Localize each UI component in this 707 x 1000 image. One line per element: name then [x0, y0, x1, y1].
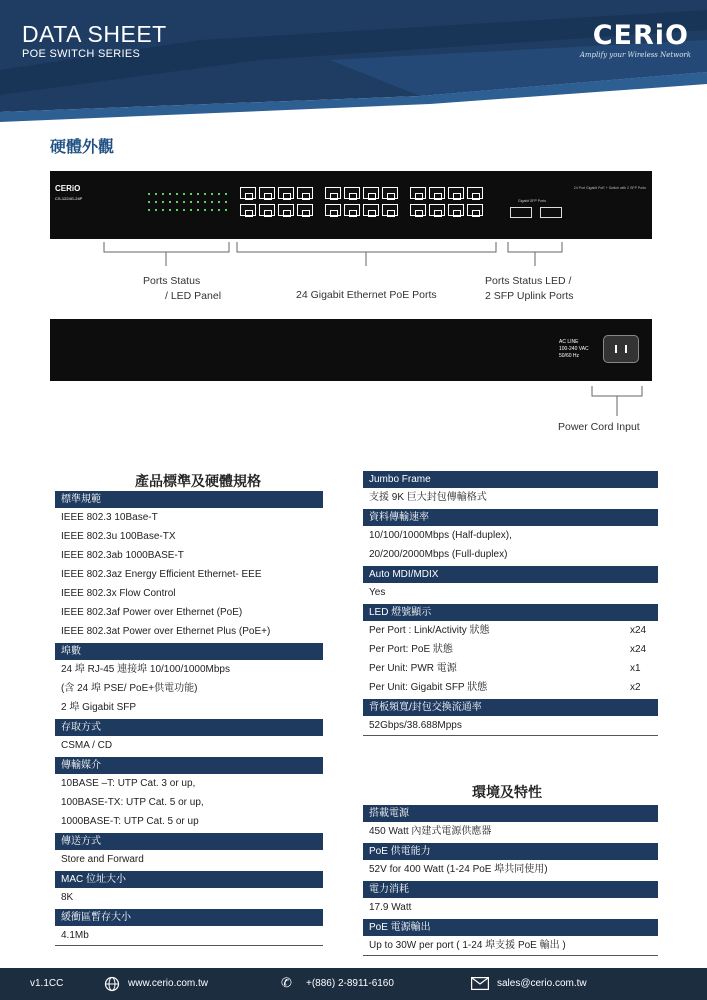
right-spec-qty: x24 [630, 644, 647, 655]
ac-frequency: 50/60 Hz [559, 353, 580, 359]
rj45-port [429, 187, 445, 199]
callout-power: Power Cord Input [558, 421, 640, 433]
right-spec-row: Yes [369, 587, 386, 598]
left-spec-row: IEEE 802.3 10Base-T [61, 512, 158, 523]
left-spec-header: 標準規範 [55, 491, 323, 508]
env-spec-row: 52V for 400 Watt (1-24 PoE 埠共同使用) [369, 864, 548, 875]
footer-website[interactable]: www.cerio.com.tw [128, 978, 209, 989]
right-spec-qty: x1 [630, 663, 641, 674]
right-spec-row: Per Port: PoE 狀態 [369, 644, 453, 655]
status-led [197, 193, 199, 195]
callout-ports-status [143, 274, 221, 304]
rj45-port [240, 204, 256, 216]
status-led [204, 193, 206, 195]
right-spec-header: LED 燈號顯示 [363, 604, 658, 621]
rj45-port [467, 187, 483, 199]
left-spec-row: CSMA / CD [61, 740, 113, 751]
status-led [183, 201, 185, 203]
doc-title: DATA SHEET [22, 21, 167, 47]
mail-icon [471, 977, 489, 990]
globe-icon [104, 976, 120, 992]
left-spec-header: 緩衝區暫存大小 [55, 909, 323, 926]
status-led [218, 209, 220, 211]
callout-sfp [485, 274, 574, 304]
switch-front-image [50, 171, 652, 239]
switch-back-image [50, 319, 652, 381]
status-led [169, 193, 171, 195]
env-spec-header: 電力消耗 [363, 881, 658, 898]
left-spec-row: (含 24 埠 PSE/ PoE+供電功能) [61, 683, 198, 694]
left-spec-row: Store and Forward [61, 854, 144, 865]
status-led [211, 193, 213, 195]
switch-logo: CERiO [55, 184, 81, 193]
callout-ports-status-line2: / LED Panel [165, 290, 222, 302]
right-spec-row: Per Unit: Gigabit SFP 狀態 [369, 682, 488, 693]
env-spec-row: 450 Watt 內建式電源供應器 [369, 826, 492, 837]
switch-desc: 24 Port Gigabit PoE + Switch with 2 SFP Ports [573, 186, 646, 190]
left-spec-row: 100BASE-TX: UTP Cat. 5 or up, [61, 797, 204, 808]
footer-bar [0, 968, 707, 1000]
rj45-port [278, 204, 294, 216]
rj45-port [467, 204, 483, 216]
ac-line-label [559, 339, 589, 360]
right-spec-row: 支援 9K 巨大封包傳輸格式 [369, 492, 487, 503]
sfp-port-26 [540, 207, 562, 218]
left-spec-row: 1000BASE-T: UTP Cat. 5 or up [61, 816, 199, 827]
callout-sfp-line2: 2 SFP Uplink Ports [485, 290, 574, 302]
right-spec-row: 20/200/2000Mbps (Full-duplex) [369, 549, 508, 560]
doc-subtitle: POE SWITCH SERIES [22, 48, 141, 60]
status-led [218, 193, 220, 195]
status-led [148, 193, 150, 195]
rj45-port [448, 204, 464, 216]
footer-version: v1.1CC [30, 978, 64, 989]
left-spec-header: 存取方式 [55, 719, 323, 736]
status-led [162, 201, 164, 203]
footer-email[interactable]: sales@cerio.com.tw [497, 978, 587, 989]
rj45-port [344, 204, 360, 216]
left-spec-row: 8K [61, 892, 74, 903]
status-led [155, 193, 157, 195]
rj45-port [448, 187, 464, 199]
env-spec-row: 17.9 Watt [369, 902, 412, 913]
env-spec-header: PoE 電源輸出 [363, 919, 658, 936]
callout-ports-status-line1: Ports Status [143, 275, 201, 287]
left-spec-row: 24 埠 RJ-45 連接埠 10/100/1000Mbps [61, 664, 230, 675]
status-led [183, 209, 185, 211]
right-spec-header: 資料傳輸速率 [363, 509, 658, 526]
left-column-title: 產品標準及硬體規格 [135, 473, 261, 489]
status-led [155, 201, 157, 203]
status-led [225, 201, 227, 203]
left-spec-row: IEEE 802.3az Energy Efficient Ethernet- EEE [61, 569, 262, 580]
right-spec-qty: x24 [630, 625, 647, 636]
brand-logo: CERiO [592, 20, 689, 51]
rj45-port [297, 187, 313, 199]
left-spec-row: IEEE 802.3at Power over Ethernet Plus (PoE+) [61, 626, 271, 637]
status-led [148, 201, 150, 203]
status-led [176, 193, 178, 195]
status-led [155, 209, 157, 211]
footer-phone[interactable]: +(886) 2-8911-6160 [306, 978, 394, 989]
rj45-port [410, 187, 426, 199]
right-spec-row: Per Unit: PWR 電源 [369, 663, 457, 674]
rj45-port [325, 204, 341, 216]
env-spec-header: 搭載電源 [363, 805, 658, 822]
env-spec-header: PoE 供電能力 [363, 843, 658, 860]
rj45-port [429, 204, 445, 216]
status-led [148, 209, 150, 211]
status-led [162, 209, 164, 211]
right-spec-header: Auto MDI/MDIX [363, 566, 658, 583]
status-led [190, 193, 192, 195]
right-spec-bottom-rule [363, 735, 658, 736]
left-spec-row: IEEE 802.3af Power over Ethernet (PoE) [61, 607, 243, 618]
right-spec-row: Per Port : Link/Activity 狀態 [369, 625, 490, 636]
left-spec-row: 10BASE –T: UTP Cat. 3 or up, [61, 778, 196, 789]
status-led [218, 201, 220, 203]
status-led [183, 193, 185, 195]
status-led [197, 201, 199, 203]
status-led [204, 209, 206, 211]
status-led [211, 201, 213, 203]
status-led [169, 209, 171, 211]
status-led [211, 209, 213, 211]
sfp-port-25 [510, 207, 532, 218]
banner-graphic [0, 0, 707, 122]
left-spec-row: 2 埠 Gigabit SFP [61, 702, 137, 713]
left-spec-header: MAC 位址大小 [55, 871, 323, 888]
rj45-port [259, 204, 275, 216]
rj45-port [382, 204, 398, 216]
switch-model: CS-1224G-24P [55, 196, 83, 201]
rj45-port [240, 187, 256, 199]
power-socket-icon [603, 335, 639, 363]
left-spec-row: IEEE 802.3ab 1000BASE-T [61, 550, 184, 561]
status-led [204, 201, 206, 203]
env-spec-bottom-rule [363, 955, 658, 956]
right-spec-row: 52Gbps/38.688Mpps [369, 720, 462, 731]
callout-sfp-line1: Ports Status LED / [485, 275, 572, 287]
status-led [190, 201, 192, 203]
status-led [197, 209, 199, 211]
env-spec-row: Up to 30W per port ( 1-24 埠支援 PoE 輸出 ) [369, 940, 566, 951]
env-title: 環境及特性 [472, 784, 542, 800]
left-spec-row: IEEE 802.3x Flow Control [61, 588, 176, 599]
rj45-port [410, 204, 426, 216]
sfp-label: Gigabit SFP Ports [518, 199, 546, 203]
power-callout-line [0, 382, 707, 422]
rj45-port [325, 187, 341, 199]
status-led [169, 201, 171, 203]
rj45-port [382, 187, 398, 199]
status-led [190, 209, 192, 211]
right-spec-header: Jumbo Frame [363, 471, 658, 488]
header-banner [0, 0, 707, 122]
left-spec-header: 傳輸媒介 [55, 757, 323, 774]
left-spec-header: 埠數 [55, 643, 323, 660]
rj45-port [363, 204, 379, 216]
callout-ethernet: 24 Gigabit Ethernet PoE Ports [296, 289, 437, 301]
phone-icon: ✆ [281, 975, 292, 990]
right-spec-header: 背板頻寬/封包交換流通率 [363, 699, 658, 716]
status-led [176, 209, 178, 211]
left-spec-bottom-rule [55, 945, 323, 946]
left-spec-header: 傳送方式 [55, 833, 323, 850]
status-led [225, 193, 227, 195]
status-led [225, 209, 227, 211]
status-led [162, 193, 164, 195]
ac-line: AC LINE [559, 339, 579, 345]
right-spec-qty: x2 [630, 682, 641, 693]
left-spec-row: IEEE 802.3u 100Base-TX [61, 531, 176, 542]
right-spec-row: 10/100/1000Mbps (Half-duplex), [369, 530, 512, 541]
brand-tagline: Amplify your Wireless Network [579, 51, 691, 59]
rj45-port [278, 187, 294, 199]
status-led [176, 201, 178, 203]
rj45-port [297, 204, 313, 216]
left-spec-row: 4.1Mb [61, 930, 89, 941]
section-title: 硬體外觀 [50, 139, 115, 156]
rj45-port [344, 187, 360, 199]
ac-voltage: 100-240 VAC [559, 346, 589, 352]
rj45-port [363, 187, 379, 199]
rj45-port [259, 187, 275, 199]
